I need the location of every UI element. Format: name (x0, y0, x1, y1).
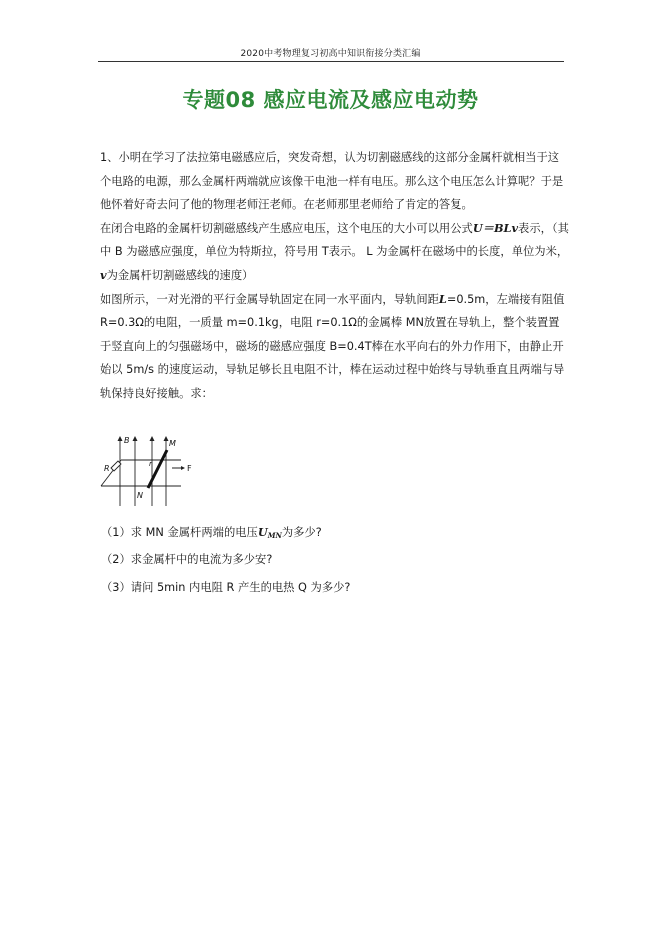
question-2: （2）求金属杆中的电流为多少安? (101, 553, 273, 566)
label-F: F (187, 464, 192, 473)
page-header: 2020中考物理复习初高中知识衔接分类汇编 (240, 49, 421, 59)
question-1-tail: 为多少? (281, 526, 322, 539)
question-3: （3）请问 5min 内电阻 R 产生的电热 Q 为多少? (101, 581, 351, 594)
formula-text-b: 表示，（其中 B 为磁感应强度，单位为特斯拉，符号用 T表示。 L 为金属杆在磁场中的长度，单位为米， (100, 221, 569, 259)
resistor-symbol (111, 461, 121, 471)
setup-text-a: 如图所示，一对光滑的平行金属导轨固定在同一水平面内，导轨间距 (100, 292, 439, 306)
label-r: r (149, 460, 152, 468)
formula-text-c: 为金属杆切割磁感线的速度） (106, 268, 254, 282)
setup-paragraph (100, 288, 570, 406)
question-1-text: （1）求 MN 金属杆两端的电压 (101, 526, 258, 539)
velocity-symbol: v (100, 267, 107, 282)
page-title: 专题08 感应电流及感应电动势 (182, 88, 479, 112)
voltage-subscript: MN (267, 531, 282, 540)
header-rule (98, 61, 564, 62)
label-N: N (137, 491, 143, 500)
intro-paragraph: 1、小明在学习了法拉第电磁感应后，突发奇想，认为切割磁感线的这部分金属杆就相当于这个电路的电源，那么金属杆两端就应该像干电池一样有电压。那么这个电压怎么计算呢？于是他怀着好奇去问了他的物理老师汪老师。在老师那里老师给了肯定的答复。 (100, 151, 564, 212)
formula: U＝BLv (472, 220, 519, 235)
label-R: R (104, 464, 110, 473)
problem-body (100, 146, 570, 406)
voltage-symbol: U (257, 525, 268, 539)
formula-text-a: 在闭合电路的金属杆切割磁感线产生感应电压，这个电压的大小可以用公式 (100, 221, 473, 235)
force-arrowhead (181, 466, 185, 470)
metal-rod (148, 450, 167, 488)
label-M: M (169, 439, 176, 448)
setup-text-b: =0.5m，左端接有阻值 R=0.3Ω的电阻，一质量 m=0.1kg，电阻 r=0.1Ω的金属棒 MN放置在导轨上，整个装置置于竖直向上的匀强磁场中，磁场的磁感应强度 B=0.4T棒在水平向右的外力作用下，由静止开始以 5m/s 的速度运动，导轨足够长且电阻不计，棒在运动过程中始终与导轨垂直且两端与导轨保持良好接触。求： (100, 292, 565, 400)
circuit-figure (97, 430, 197, 512)
question-1 (101, 518, 561, 546)
length-symbol: L (438, 291, 447, 306)
label-B: B (124, 436, 130, 445)
questions (101, 518, 561, 602)
formula-paragraph (100, 217, 570, 288)
